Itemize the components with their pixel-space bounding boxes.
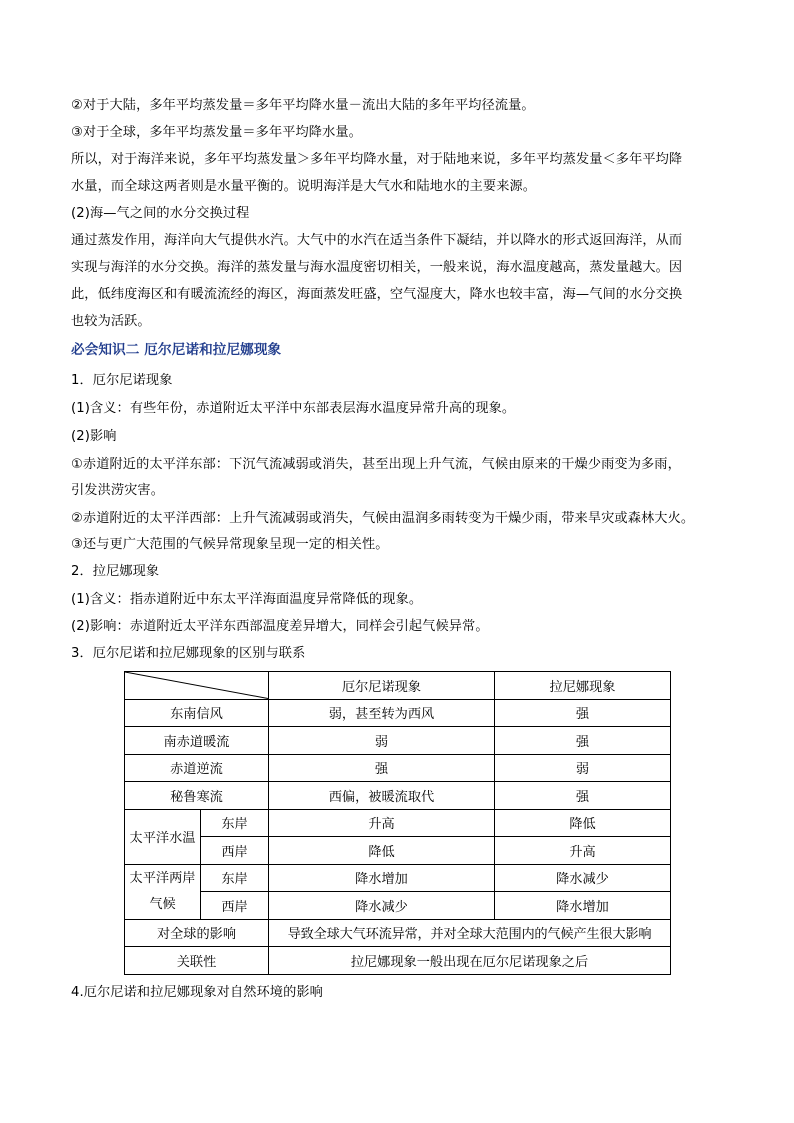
row-label: 对全球的影响 <box>125 919 269 947</box>
paragraph-line: ②赤道附近的太平洋西部：上升气流减弱或消失，气候由温润多雨转变为干燥少雨，带来旱灾或森林大火。 <box>71 511 695 526</box>
paragraph-line: 水量，而全球这两者则是水量平衡的。说明海洋是大气水和陆地水的主要来源。 <box>71 179 537 194</box>
cell-la-nina: 强 <box>495 782 671 810</box>
paragraph-line: (1)含义：有些年份，赤道附近太平洋中东部表层海水温度异常升高的现象。 <box>71 401 516 416</box>
cell-el-nino: 强 <box>269 754 495 782</box>
paragraph-line: ②对于大陆，多年平均蒸发量＝多年平均降水量－流出大陆的多年平均径流量。 <box>71 98 535 113</box>
sub-label: 东岸 <box>201 809 269 837</box>
cell-la-nina: 弱 <box>495 754 671 782</box>
table-row <box>125 699 671 727</box>
paragraph-line: ③对于全球，多年平均蒸发量＝多年平均降水量。 <box>71 125 362 140</box>
row-label: 关联性 <box>125 947 269 975</box>
comparison-table <box>124 671 671 975</box>
table-row <box>125 727 671 755</box>
paragraph-line: (1)含义：指赤道附近中东太平洋海面温度异常降低的现象。 <box>71 592 423 607</box>
cell-la-nina: 降低 <box>495 809 671 837</box>
row-label-water-temp: 太平洋水温 <box>125 809 201 864</box>
table-row <box>125 919 671 947</box>
paragraph-line: 通过蒸发作用，海洋向大气提供水汽。大气中的水汽在适当条件下凝结，并以降水的形式返回海洋，从而 <box>71 233 683 248</box>
row-label: 秘鲁寒流 <box>125 782 269 810</box>
climate-label-line2: 气候 <box>149 896 176 912</box>
list-heading: 2．拉尼娜现象 <box>71 564 160 579</box>
row-label: 东南信风 <box>125 699 269 727</box>
table-row <box>125 672 671 700</box>
paragraph-line: 实现与海洋的水分交换。海洋的蒸发量与海水温度密切相关，一般来说，海水温度越高，蒸发量越大。因 <box>71 260 683 275</box>
cell-el-nino: 弱 <box>269 727 495 755</box>
cell-la-nina: 降水增加 <box>495 892 671 920</box>
cell-el-nino: 弱，甚至转为西风 <box>269 699 495 727</box>
row-label-climate <box>125 864 201 919</box>
list-heading: 3．厄尔尼诺和拉尼娜现象的区别与联系 <box>71 646 306 661</box>
table-row <box>125 809 671 837</box>
climate-label-line1: 太平洋两岸 <box>129 870 196 886</box>
cell-la-nina: 强 <box>495 727 671 755</box>
paragraph-line: 所以，对于海洋来说，多年平均蒸发量＞多年平均降水量，对于陆地来说，多年平均蒸发量＜多年平均降 <box>71 152 683 167</box>
cell-el-nino: 升高 <box>269 809 495 837</box>
cell-el-nino: 降低 <box>269 837 495 865</box>
paragraph-line: (2)影响 <box>71 429 117 444</box>
table-row <box>125 754 671 782</box>
cell-la-nina: 降水减少 <box>495 864 671 892</box>
paragraph-line: (2)影响：赤道附近太平洋东西部温度差异增大，同样会引起气候异常。 <box>71 619 489 634</box>
header-el-nino: 厄尔尼诺现象 <box>269 672 495 700</box>
row-label: 赤道逆流 <box>125 754 269 782</box>
table-row <box>125 837 671 865</box>
header-la-nina: 拉尼娜现象 <box>495 672 671 700</box>
table-row <box>125 782 671 810</box>
diagonal-header-cell <box>125 672 269 700</box>
cell-el-nino: 西偏，被暖流取代 <box>269 782 495 810</box>
table-row <box>125 864 671 892</box>
paragraph-line: 引发洪涝灾害。 <box>71 483 165 498</box>
paragraph-line: 此，低纬度海区和有暖流流经的海区，海面蒸发旺盛，空气湿度大，降水也较丰富，海—气间的水分交换 <box>71 287 683 302</box>
diagonal-line <box>125 672 268 699</box>
sub-label: 东岸 <box>201 864 269 892</box>
table-row <box>125 892 671 920</box>
cell-el-nino: 降水增加 <box>269 864 495 892</box>
subheading: (2)海—气之间的水分交换过程 <box>71 206 250 221</box>
paragraph-line: ③还与更广大范围的气候异常现象呈现一定的相关性。 <box>71 537 389 552</box>
cell-la-nina: 升高 <box>495 837 671 865</box>
paragraph-line: ①赤道附近的太平洋东部：下沉气流减弱或消失，甚至出现上升气流，气候由原来的干燥少雨变为多雨， <box>71 457 681 472</box>
list-heading: 4.厄尔尼诺和拉尼娜现象对自然环境的影响 <box>71 985 323 1000</box>
section-heading: 必会知识二 厄尔尼诺和拉尼娜现象 <box>71 342 282 358</box>
cell-el-nino: 降水减少 <box>269 892 495 920</box>
sub-label: 西岸 <box>201 837 269 865</box>
table-row <box>125 947 671 975</box>
list-heading: 1．厄尔尼诺现象 <box>71 373 173 388</box>
paragraph-line: 也较为活跃。 <box>71 314 151 329</box>
cell-la-nina: 强 <box>495 699 671 727</box>
merged-cell: 导致全球大气环流异常，并对全球大范围内的气候产生很大影响 <box>269 919 671 947</box>
sub-label: 西岸 <box>201 892 269 920</box>
merged-cell: 拉尼娜现象一般出现在厄尔尼诺现象之后 <box>269 947 671 975</box>
row-label: 南赤道暖流 <box>125 727 269 755</box>
